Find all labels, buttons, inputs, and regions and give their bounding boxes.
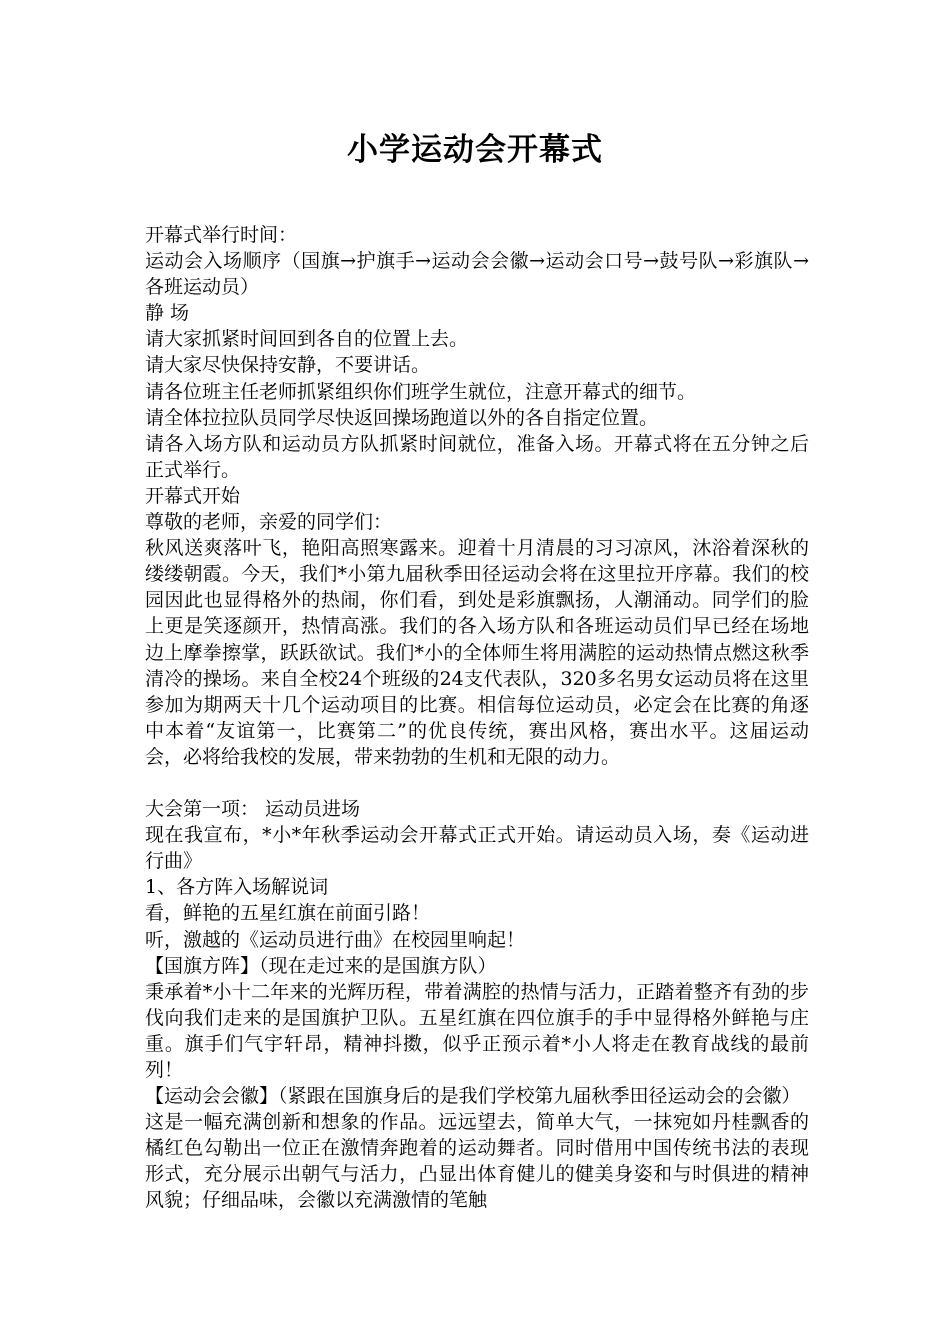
paragraph-speech: 秋风送爽落叶飞，艳阳高照寒露来。迎着十月清晨的习习凉风，沐浴着深秋的缕缕朝霞。今天，我们*小第九届秋季田径运动会将在这里拉开序幕。我们的校园因此也显得格外的热闹，你们看，到处是彩旗飘扬，人潮涌动。同学们的脸上更是笑逐颜开，热情高涨。我们的各入场方队和各班运动员们早已经在场地边上摩拳擦掌，跃跃欲试。我们*小的全体师生将用满腔的运动热情点燃这秋季清冷的操场。来自全校24个班级的24支代表队，320多名男女运动员将在这里参加为期两天十几个运动项目的比赛。相信每位运动员，必定会在比赛的角逐中本着“友谊第一，比赛第二”的优良传统，赛出风格，赛出水平。这届运动会，必将给我校的发展，带来勃勃的生机和无限的动力。 xyxy=(145,537,809,768)
paragraph-instruction: 请各入场方队和运动员方队抓紧时间就位，准备入场。开幕式将在五分钟之后正式举行。 xyxy=(145,432,809,481)
paragraph-instruction: 请大家抓紧时间回到各自的位置上去。 xyxy=(145,328,469,351)
section-heading-emblem: 【运动会会徽】（紧跟在国旗身后的是我们学校第九届秋季田径运动会的会徽） xyxy=(145,1085,801,1108)
section-heading-item-one: 大会第一项： 运动员进场 xyxy=(145,798,361,821)
document-title: 小学运动会开幕式 xyxy=(347,132,603,168)
paragraph-salutation: 尊敬的老师，亲爱的同学们： xyxy=(145,511,393,534)
paragraph-line: 看，鲜艳的五星红旗在前面引路！ xyxy=(145,902,431,925)
section-heading-quiet: 静 场 xyxy=(145,302,190,325)
paragraph-emblem: 这是一幅充满创新和想象的作品。远远望去，简单大气，一抹宛如丹桂飘香的橘红色勾勒出一位正在激情奔跑着的运动舞者。同时借用中国传统书法的表现形式，充分展示出朝气与活力，凸显出体育健儿的健美身姿和与时俱进的精神风貌；仔细品味，会徽以充满激情的笔触 xyxy=(145,1111,809,1212)
paragraph-instruction: 请各位班主任老师抓紧组织你们班学生就位，注意开幕式的细节。 xyxy=(145,380,697,403)
paragraph-flag: 秉承着*小十二年来的光辉历程，带着满腔的热情与活力，正踏着整齐有劲的步伐向我们走来的是国旗护卫队。五星红旗在四位旗手的手中显得格外鲜艳与庄重。旗手们气宇轩昂，精神抖擞，似乎正预示着*小人将走在教育战线的最前列！ xyxy=(145,980,809,1081)
section-heading-commentary: 1、各方阵入场解说词 xyxy=(145,876,329,899)
paragraph-announcement: 现在我宣布，*小*年秋季运动会开幕式正式开始。请运动员入场，奏《运动进行曲》 xyxy=(145,824,809,873)
paragraph-instruction: 请大家尽快保持安静，不要讲话。 xyxy=(145,354,431,377)
document-body xyxy=(145,222,809,1214)
section-heading-flag: 【国旗方阵】（现在走过来的是国旗方队） xyxy=(145,954,497,977)
paragraph-line: 听，激越的《运动员进行曲》在校园里响起！ xyxy=(145,928,526,951)
blank-line xyxy=(145,770,809,796)
paragraph-entry-order: 运动会入场顺序（国旗→护旗手→运动会会徽→运动会口号→鼓号队→彩旗队→各班运动员） xyxy=(145,250,809,299)
paragraph-opening-time: 开幕式举行时间： xyxy=(145,224,298,246)
section-heading-opening: 开幕式开始 xyxy=(145,484,241,507)
paragraph-instruction: 请全体拉拉队员同学尽快返回操场跑道以外的各自指定位置。 xyxy=(145,406,659,429)
